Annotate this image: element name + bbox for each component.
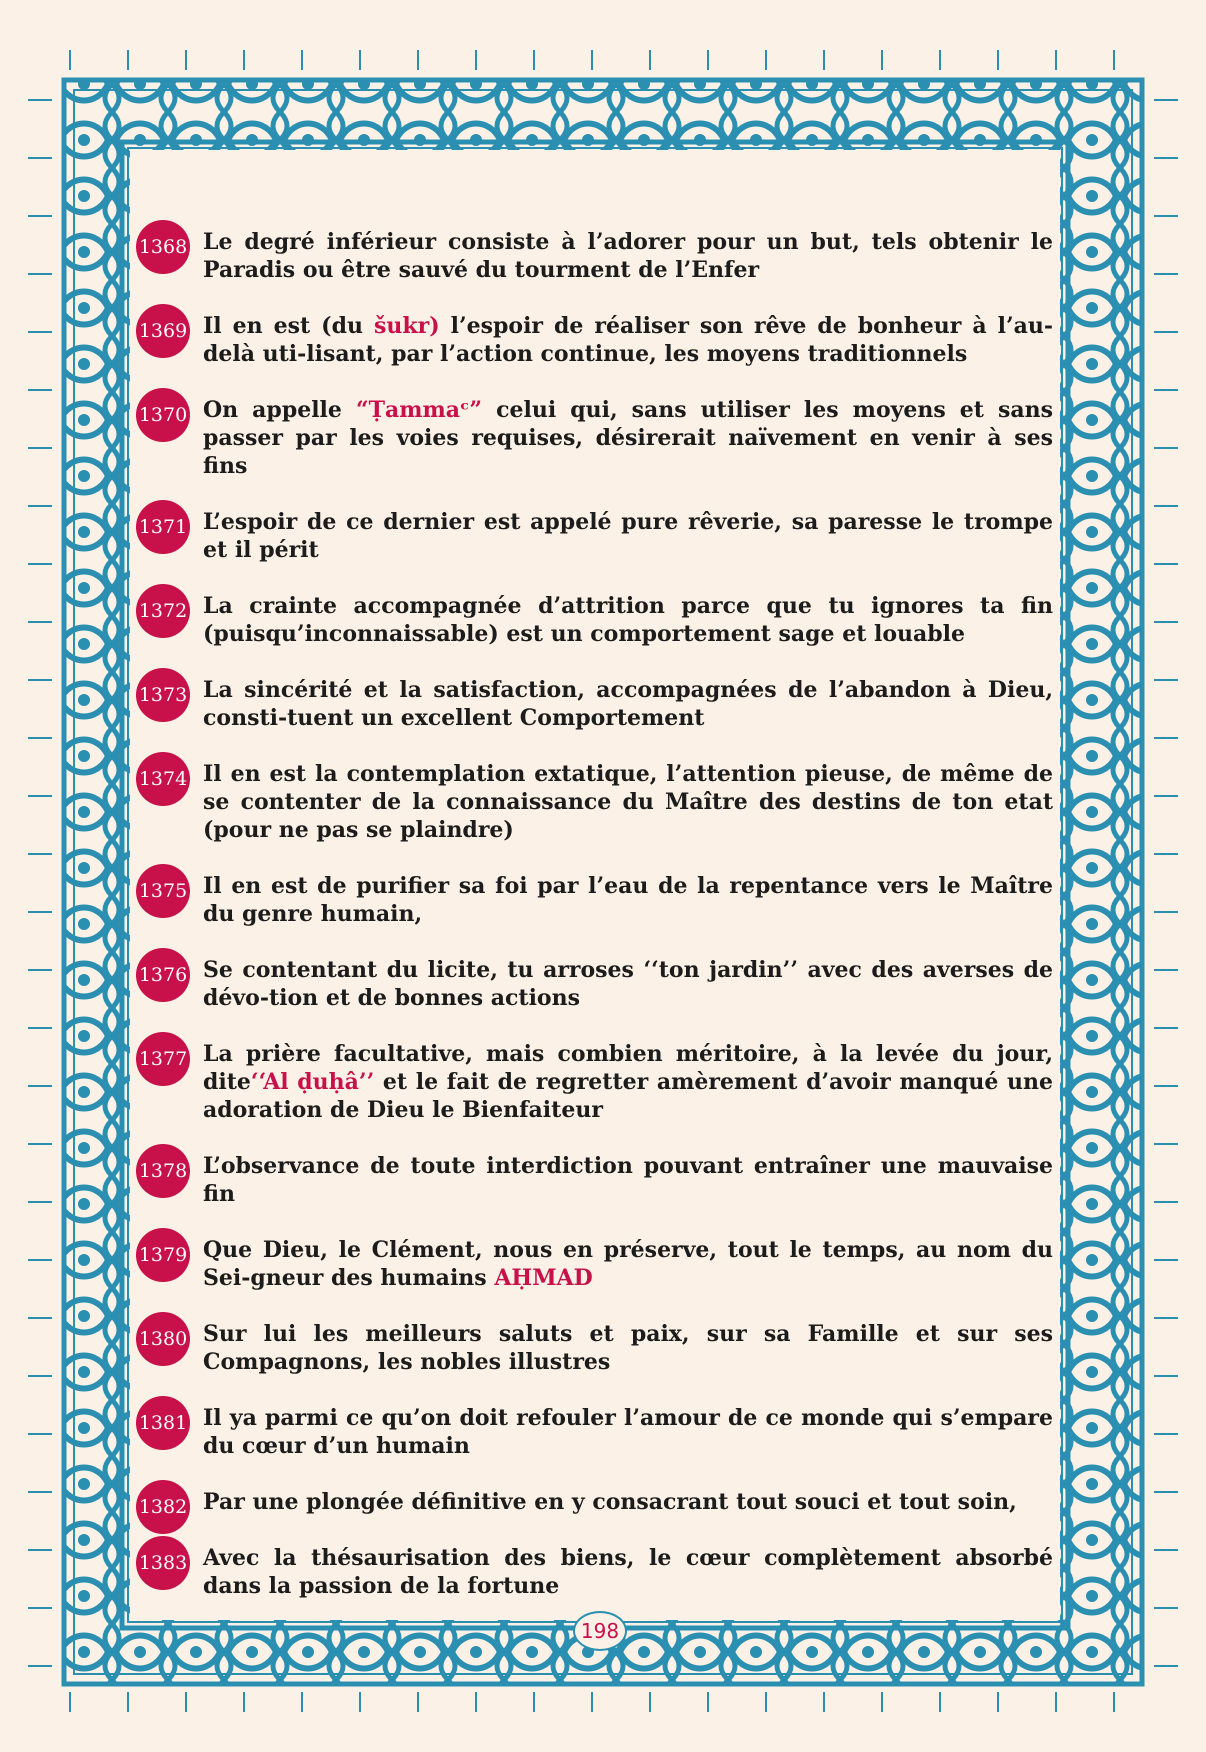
verse-text: La prière facultative, mais combien méritoire, à la levée du jour, dite [203,1041,1053,1095]
verse-1377 [136,1040,1053,1124]
verse-text: Il en est la contemplation extatique, l’attention pieuse, de même de se contenter de la connaissance du Maître des destins de ton etat (pour ne pas se plaindre) [203,761,1053,843]
verse-text: et le fait de regretter amèrement d’avoir manqué une adoration de Dieu le Bienfaiteur [203,1069,1053,1123]
verse-text: celui qui, sans utiliser les moyens et sans passer par les voies requises, désirerait naïvement en venir à ses fins [203,397,1053,479]
verse-text: Se contentant du licite, tu arroses ‘‘ton jardin’’ avec des averses de dévo-tion et de bonnes actions [203,957,1053,1011]
verse-text: Avec la thésaurisation des biens, le cœur complètement absorbé dans la passion de la fortune [203,1545,1053,1599]
verse-1371 [136,508,1053,564]
highlighted-term: šukr) [373,313,440,339]
verse-number-badge: 1377 [136,1032,190,1086]
verse-number-badge: 1380 [136,1312,190,1366]
verse-number-badge: 1381 [136,1396,190,1450]
verse-text: On appelle [203,397,356,423]
verse-number-badge: 1373 [136,668,190,722]
verse-number-badge: 1372 [136,584,190,638]
verse-number-badge: 1382 [136,1480,190,1534]
verse-number-badge: 1378 [136,1144,190,1198]
verse-text: Sur lui les meilleurs saluts et paix, sur sa Famille et sur ses Compagnons, les nobles illustres [203,1321,1053,1375]
verse-number-badge: 1370 [136,388,190,442]
verse-1372 [136,592,1053,648]
verse-number-badge: 1375 [136,864,190,918]
verse-number-badge: 1369 [136,304,190,358]
verse-number-badge: 1376 [136,948,190,1002]
verse-number-badge: 1379 [136,1228,190,1282]
verse-1368 [136,228,1053,284]
verse-text: Il en est de purifier sa foi par l’eau de la repentance vers le Maître du genre humain, [203,873,1053,927]
verse-text: l’espoir de réaliser son rêve de bonheur à l’au-delà uti-lisant, par l’action continue, les moyens traditionnels [203,313,1054,367]
verse-text: La crainte accompagnée d’attrition parce que tu ignores ta fin (puisqu’inconnaissable) est un comportement sage et louable [203,593,1053,647]
verse-1380 [136,1320,1053,1376]
page-number: 198 [573,1611,627,1651]
verse-1370 [136,396,1053,480]
verse-text: Que Dieu, le Clément, nous en préserve, tout le temps, au nom du Sei-gneur des humains [203,1237,1053,1291]
highlighted-term: ‘‘Al ḍuḥâ’’ [250,1069,375,1095]
verse-1376 [136,956,1053,1012]
verse-text: Il en est (du [203,313,374,339]
verse-number-badge: 1383 [136,1536,190,1590]
highlighted-term: AḤMAD [494,1265,593,1291]
verse-number-badge: 1371 [136,500,190,554]
verse-number-badge: 1368 [136,220,190,274]
verse-1381 [136,1404,1053,1460]
verse-text: Le degré inférieur consiste à l’adorer pour un but, tels obtenir le Paradis ou être sauvé du tourment de l’Enfer [203,229,1053,283]
verse-1374 [136,760,1053,844]
highlighted-term: “Ṭammaᶜ” [355,397,483,423]
verse-list [136,228,1053,1628]
verse-text: Il ya parmi ce qu’on doit refouler l’amour de ce monde qui s’empare du cœur d’un humain [203,1405,1053,1459]
verse-text: L’observance de toute interdiction pouvant entraîner une mauvaise fin [203,1153,1053,1207]
verse-number-badge: 1374 [136,752,190,806]
verse-1369 [136,312,1053,368]
verse-text: La sincérité et la satisfaction, accompagnées de l’abandon à Dieu, consti-tuent un excellent Comportement [203,677,1053,731]
verse-text: Par une plongée définitive en y consacrant tout souci et tout soin, [203,1489,1017,1515]
verse-1379 [136,1236,1053,1292]
verse-1375 [136,872,1053,928]
verse-text: L’espoir de ce dernier est appelé pure rêverie, sa paresse le trompe et il périt [203,509,1053,563]
verse-1378 [136,1152,1053,1208]
verse-1383 [136,1544,1053,1600]
verse-1382 [136,1488,1053,1516]
verse-1373 [136,676,1053,732]
